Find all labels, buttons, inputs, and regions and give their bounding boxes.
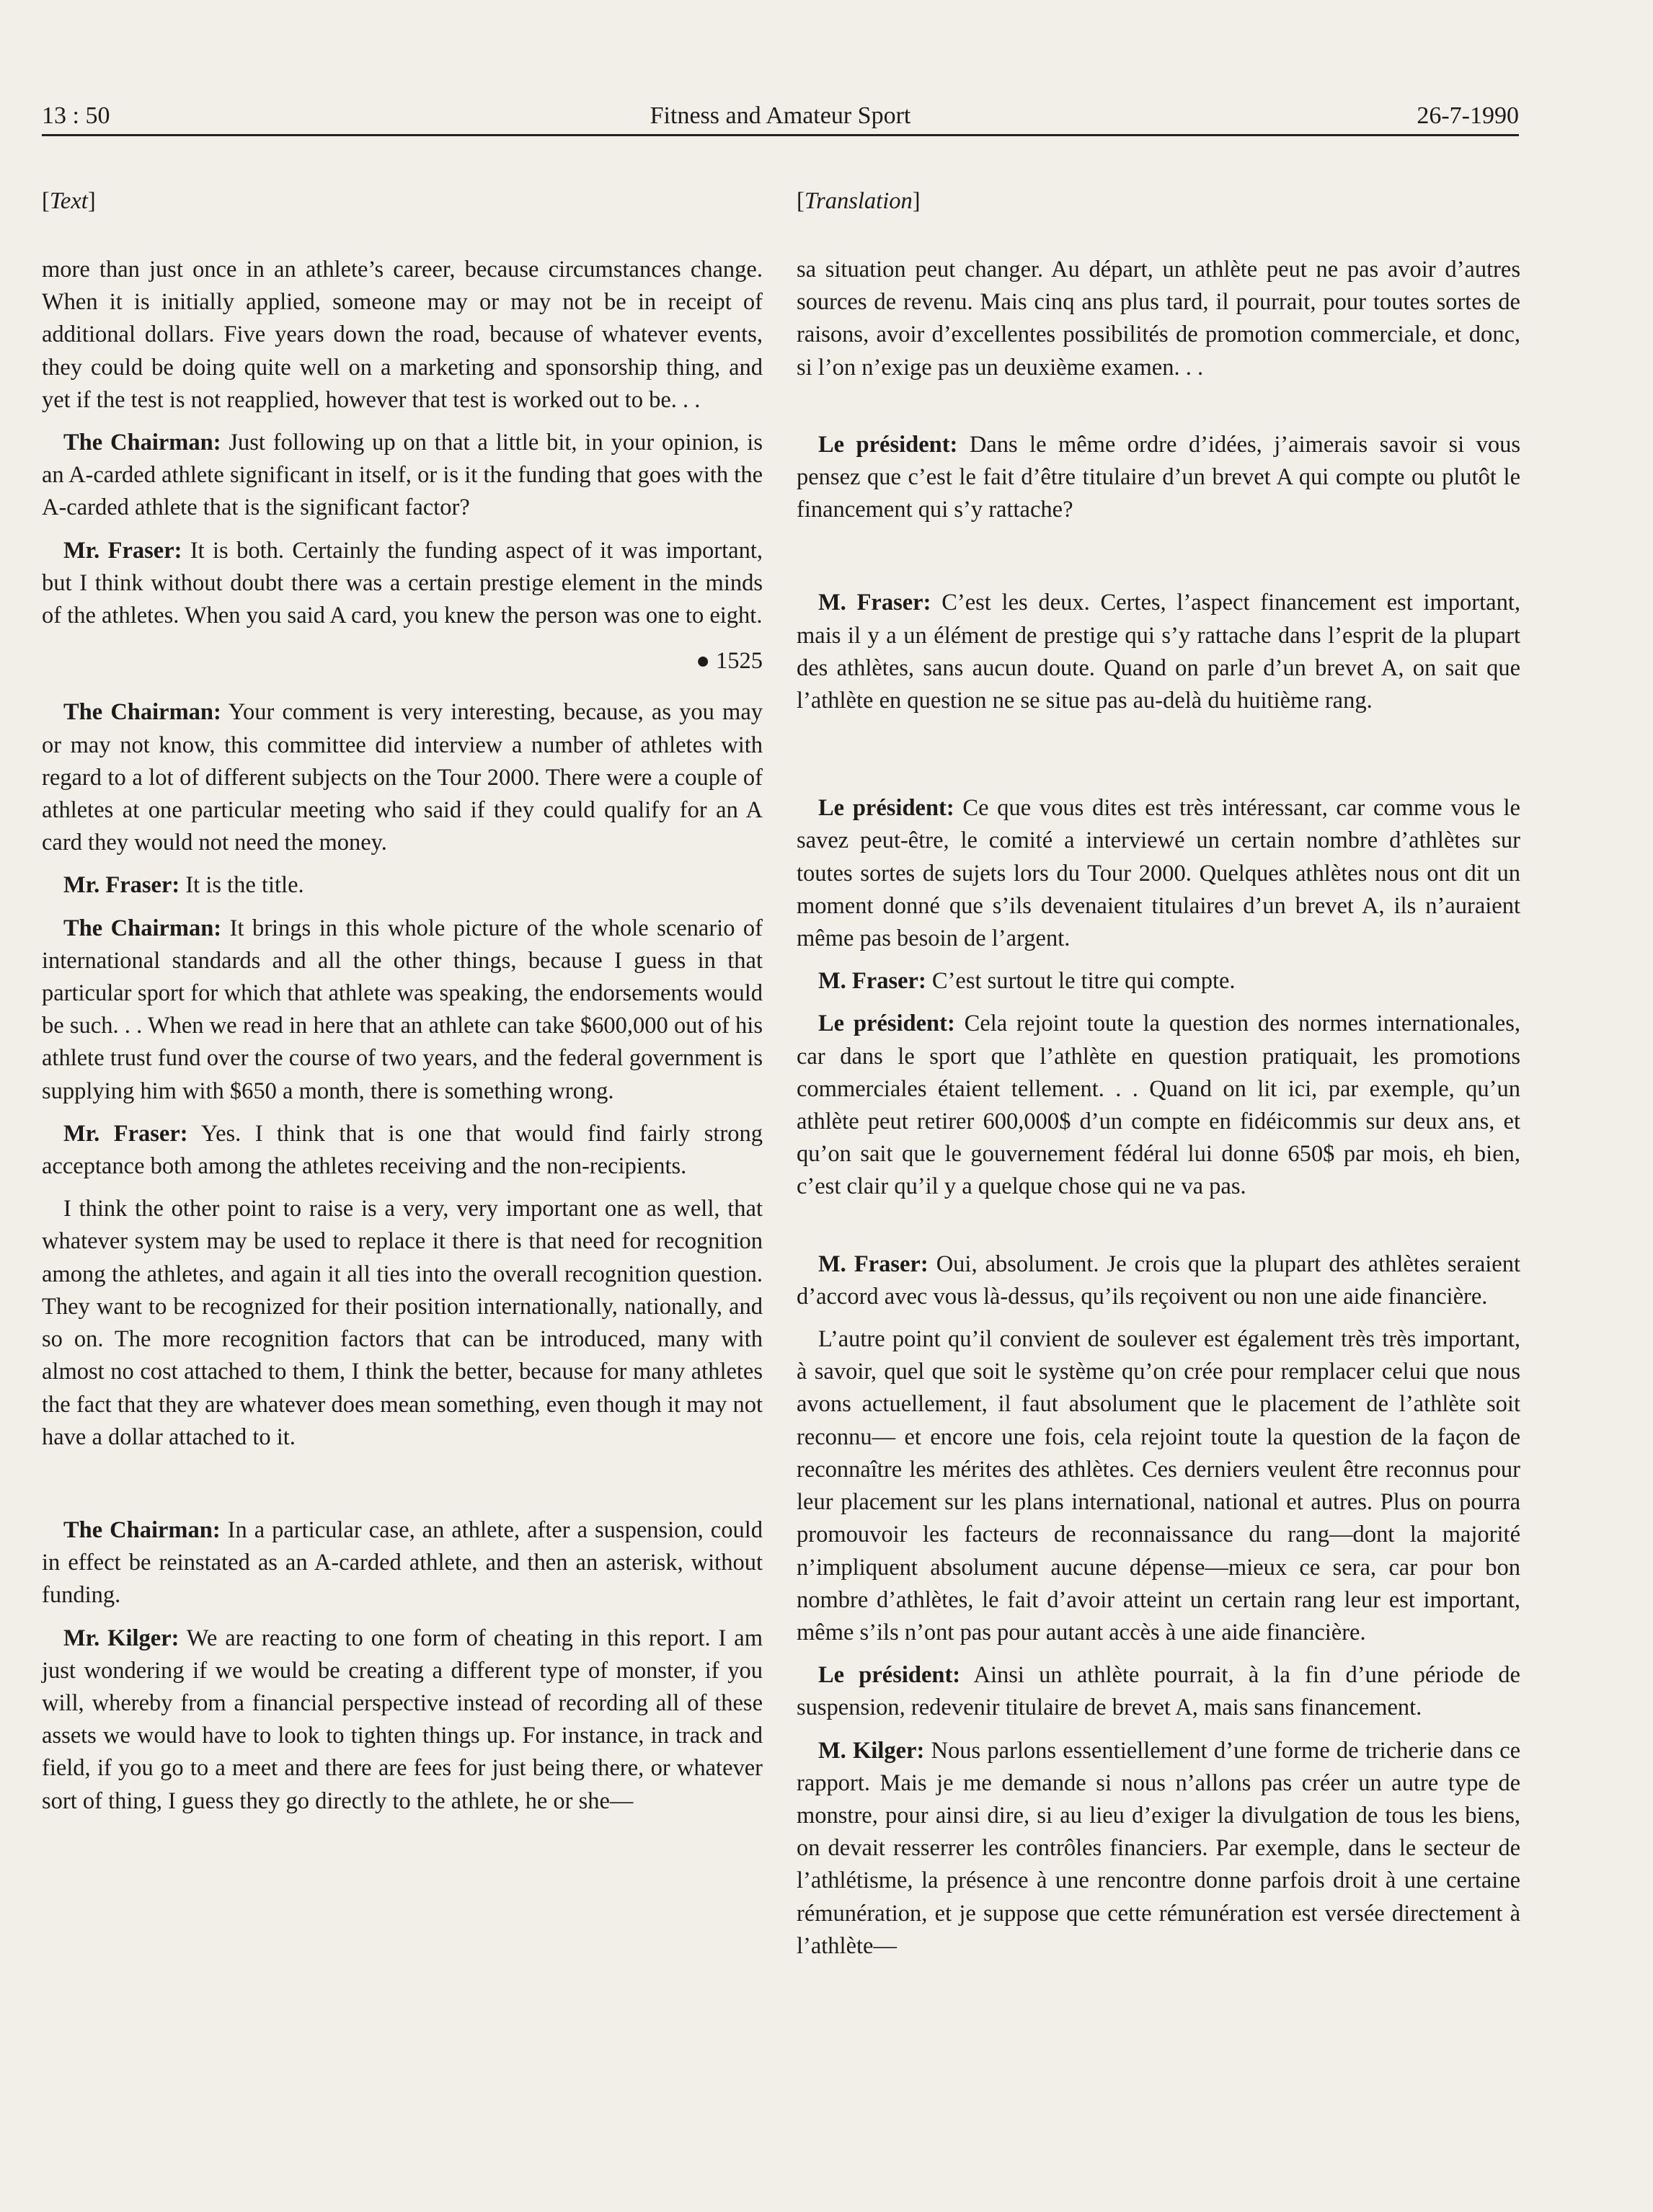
session-date: 26-7-1990: [1417, 102, 1519, 129]
french-column: [797, 180, 1520, 1973]
paragraph: [797, 587, 1520, 717]
paragraph: [797, 429, 1520, 527]
paragraph: [42, 535, 763, 633]
page-number: 13 : 50: [42, 102, 110, 129]
running-title: Fitness and Amateur Sport: [650, 102, 911, 129]
speech-text: Ainsi un athlète pourrait, à la fin d’une période de suspension, redevenir titulaire de brevet A, mais sans financement.: [797, 1662, 1520, 1721]
speech-text: Dans le même ordre d’idées, j’aimerais savoir si vous pensez que c’est le fait d’être titulaire d’un brevet A qui compte ou plutôt le financement qui s’y rattache?: [797, 431, 1520, 523]
speaker-name: M. Kilger:: [818, 1737, 925, 1764]
paragraph: sa situation peut changer. Au départ, un athlète peut ne pas avoir d’autres sources de revenu. Mais cinq ans plus tard, il pourrait, pour toutes sortes de raisons, avoir d’excellentes possibilités de promotion commerciale, et donc, si l’on n’exige pas un deuxième examen. . .: [797, 257, 1520, 381]
column-label: [Text]: [42, 188, 96, 214]
paragraph: [797, 792, 1520, 955]
speech-text: Yes. I think that is one that would find fairly strong acceptance both among the athletes receiving and the non-recipients.: [42, 1120, 763, 1180]
paragraph: [42, 912, 763, 1108]
speech-text: Ce que vous dites est très intéressant, car comme vous le savez peut-être, le comité a interviewé un certain nombre d’athlètes sur toutes sortes de sujets lors du Tour 2000. Quelques athlètes nous ont dit un moment donné que s’ils devenaient titulaires d’un brevet A, ils n’auraient même pas besoin de l’argent.: [797, 795, 1520, 952]
paragraph: [797, 1248, 1520, 1313]
speech-text: It is both. Certainly the funding aspect of it was important, but I think without doubt there was a certain prestige element in the minds of the athletes. When you said A card, you knew the person was one to eight.: [42, 537, 763, 629]
paragraph: I think the other point to raise is a very, very important one as well, that whatever system may be used to replace it there is that need for recognition among the athletes, and again it all ties into the overall recognition question. They want to be recognized for their position internationally, nationally, and so on. The more recognition factors that can be introduced, many with almost no cost attached to them, I think the better, because for many athletes the fact that they are whatever does mean something, even though it may not have a dollar attached to it.: [42, 1196, 763, 1450]
paragraph: [797, 1008, 1520, 1203]
speech-text: Cela rejoint toute la question des normes internationales, car dans le sport que l’athlète en question pratiquait, les promotions commerciales étaient tellement. . . Quand on lit ici, par exemple, qu’un athlète peut retirer 600,000$ d’un compte en fidéicommis sur deux ans, et qu’on sait que le gouvernement fédéral lui donne 650$ par mois, eh bien, c’est clair qu’il y a quelque chose qui ne va pas.: [797, 1010, 1520, 1200]
speaker-name: Le président:: [818, 795, 954, 822]
speech-text: Oui, absolument. Je crois que la plupart des athlètes seraient d’accord avec vous là-dessus, qu’ils reçoivent ou non une aide financière.: [797, 1251, 1520, 1310]
speaker-name: Mr. Fraser:: [63, 872, 180, 899]
paragraph: [42, 1118, 763, 1183]
english-column: [42, 180, 763, 1828]
speech-text: In a particular case, an athlete, after a suspension, could in effect be reinstated as an A-carded athlete, and then an asterisk, without funding.: [42, 1516, 763, 1609]
speaker-name: Mr. Kilger:: [63, 1625, 180, 1651]
time-marker: ● 1525: [696, 648, 763, 675]
paragraph: [797, 1659, 1520, 1724]
speaker-name: Le président:: [818, 1010, 955, 1037]
page-header: [42, 92, 1519, 136]
speech-text: It is the title.: [180, 872, 304, 899]
speech-text: Your comment is very interesting, because, as you may or may not know, this committee did interview a number of athletes with regard to a lot of different subjects on the Tour 2000. There were a couple of athletes at one particular meeting who said if they could qualify for an A card they would not need the money.: [42, 699, 763, 856]
speech-text: Just following up on that a little bit, in your opinion, is an A-carded athlete significant in itself, or is it the funding that goes with the A-carded athlete that is the significant factor?: [42, 430, 763, 521]
speaker-name: M. Fraser:: [818, 968, 926, 995]
speaker-name: The Chairman:: [63, 699, 221, 726]
speaker-name: The Chairman:: [63, 915, 222, 941]
speech-text: We are reacting to one form of cheating in this report. I am just wondering if we would be creating a different type of monster, if you will, whereby from a financial perspective instead of recording all of these assets we would have to look to tighten things up. For instance, in track and field, if you go to a meet and there are fees for just being there, or whatever sort of thing, I guess they go directly to the athlete, he or she—: [42, 1625, 763, 1814]
paragraph: [797, 1735, 1520, 1963]
paragraph: [42, 1622, 763, 1818]
speaker-name: Mr. Fraser:: [63, 537, 182, 564]
paragraph: [797, 965, 1520, 998]
speech-text: Nous parlons essentiellement d’une forme de tricherie dans ce rapport. Mais je me demande si nous n’allons pas créer un autre type de monstre, pour ainsi dire, si au lieu d’exiger la divulgation de tous les biens, on devait resserrer les contrôles financiers. Par exemple, dans le secteur de l’athlétisme, la présence à une rencontre donne parfois droit à une certaine rémunération, et je suppose que cette rémunération est versée directement à l’athlète—: [797, 1737, 1520, 1959]
speaker-name: Le président:: [818, 1662, 961, 1689]
column-label: [Translation]: [797, 188, 921, 214]
speaker-name: M. Fraser:: [818, 1251, 929, 1277]
speech-text: C’est surtout le titre qui compte.: [926, 968, 1236, 995]
speaker-name: M. Fraser:: [818, 590, 931, 616]
speech-text: C’est les deux. Certes, l’aspect financement est important, mais il y a un élément de prestige qui s’y rattache dans l’esprit de la plupart des athlètes, sans aucun doute. Quand on parle d’un brevet A, on sait que l’athlète en question ne se situe pas au-delà du huitième rang.: [797, 590, 1520, 714]
paragraph: [42, 427, 763, 525]
paragraph: L’autre point qu’il convient de soulever est également très très important, à savoir, quel que soit le système qu’on crée pour remplacer celui que nous avons actuellement, il faut absolument que le placement de l’athlète soit reconnu— et encore une fois, cela rejoint toute la question de la façon de reconnaître les mérites des athlètes. Ces derniers veulent être reconnus pour leur placement sur les plans international, national et autres. Plus on pourra promouvoir les facteurs de reconnaissance du rang—dont la majorité n’impliquent absolument aucune dépense—mieux ce sera, car pour bon nombre d’athlètes, le fait d’avoir atteint un certain rang leur est important, même s’ils n’ont pas pour autant accès à une aide financière.: [797, 1326, 1520, 1645]
paragraph: [42, 1514, 763, 1612]
paragraph: more than just once in an athlete’s career, because circumstances change. When it is initially applied, someone may or may not be in receipt of additional dollars. Five years down the road, because of whatever events, they could be doing quite well on a marketing and sponsorship thing, and yet if the test is not reapplied, however that test is worked out to be. . .: [42, 257, 763, 413]
speaker-name: Le président:: [818, 431, 958, 458]
speaker-name: The Chairman:: [63, 1516, 221, 1543]
speech-text: It brings in this whole picture of the whole scenario of international standards and all the other things, because I guess in that particular sport for which that athlete was speaking, the endorsements would be such. . . When we read in here that an athlete can take $600,000 out of his athlete trust fund over the course of two years, and the federal government is supplying him with $650 a month, there is something wrong.: [42, 915, 763, 1104]
speaker-name: The Chairman:: [63, 430, 221, 456]
paragraph: [42, 696, 763, 859]
paragraph: [42, 869, 763, 902]
speaker-name: Mr. Fraser:: [63, 1120, 188, 1147]
